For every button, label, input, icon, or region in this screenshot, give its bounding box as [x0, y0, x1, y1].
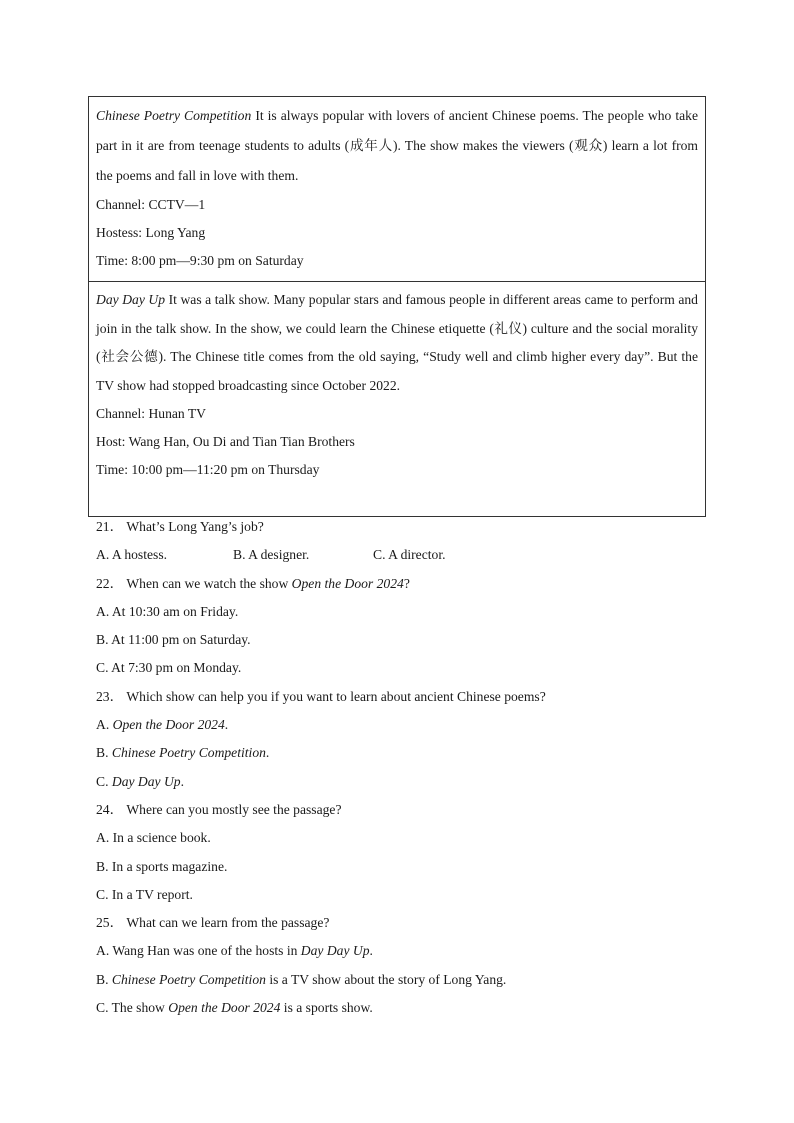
question-21: 21． What’s Long Yang’s job?: [96, 519, 264, 534]
option-a: A. In a science book.: [96, 830, 211, 846]
show-description: Day Day Up It was a talk show. Many popular stars and famous people in different areas came to perform and join in the talk show. In the show, we could learn the Chinese etiquette (礼仪) culture and the social morality (社会公德). The Chinese title comes from the old saying, “Study well and climb higher every day”. But the TV show had stopped broadcasting since October 2022.: [96, 292, 698, 393]
option-c: C. The show Open the Door 2024 is a sports show.: [96, 1000, 373, 1016]
option-c: C. In a TV report.: [96, 886, 193, 902]
option-b: B. A designer.: [233, 547, 310, 563]
show-host: Hostess: Long Yang: [96, 225, 206, 240]
question-24: 24． Where can you mostly see the passage?: [96, 801, 342, 817]
show-title: Day Day Up: [96, 292, 166, 307]
option-c: C. A director.: [373, 547, 446, 563]
option-b: B. Chinese Poetry Competition is a TV show about the story of Long Yang.: [96, 971, 507, 987]
show-channel: Channel: Hunan TV: [96, 406, 206, 421]
show-host: Host: Wang Han, Ou Di and Tian Tian Brothers: [96, 434, 355, 449]
option-a: A. A hostess.: [96, 547, 168, 563]
question-21-options: [96, 541, 716, 569]
show-channel: Channel: CCTV—1: [96, 197, 206, 212]
option-b: B. At 11:00 pm on Saturday.: [96, 632, 251, 648]
option-b: B. Chinese Poetry Competition.: [96, 745, 270, 761]
show-time: Time: 8:00 pm—9:30 pm on Saturday: [96, 253, 304, 268]
tv-shows-table: [88, 96, 706, 517]
option-c: C. Day Day Up.: [96, 773, 184, 789]
show-time: Time: 10:00 pm—11:20 pm on Thursday: [96, 462, 320, 477]
show-cell-daydayup: [89, 281, 705, 516]
option-b: B. In a sports magazine.: [96, 858, 228, 874]
show-title: Chinese Poetry Competition: [96, 108, 252, 123]
option-c: C. At 7:30 pm on Monday.: [96, 660, 242, 676]
show-cell-poetry: [89, 97, 705, 281]
option-a: A. Open the Door 2024.: [96, 717, 229, 733]
option-a: A. Wang Han was one of the hosts in Day Day Up.: [96, 943, 373, 959]
question-23: 23． Which show can help you if you want to learn about ancient Chinese poems?: [96, 688, 546, 704]
questions: [96, 513, 716, 1022]
question-22: 22． When can we watch the show Open the Door 2024?: [96, 575, 410, 591]
question-25: 25． What can we learn from the passage?: [96, 915, 330, 931]
show-description: Chinese Poetry Competition It is always popular with lovers of ancient Chinese poems. The people who take part in it are from teenage students to adults (成年人). The show makes the viewers (观众) learn a lot from the poems and fall in love with them.: [96, 108, 698, 183]
option-a: A. At 10:30 am on Friday.: [96, 603, 239, 619]
